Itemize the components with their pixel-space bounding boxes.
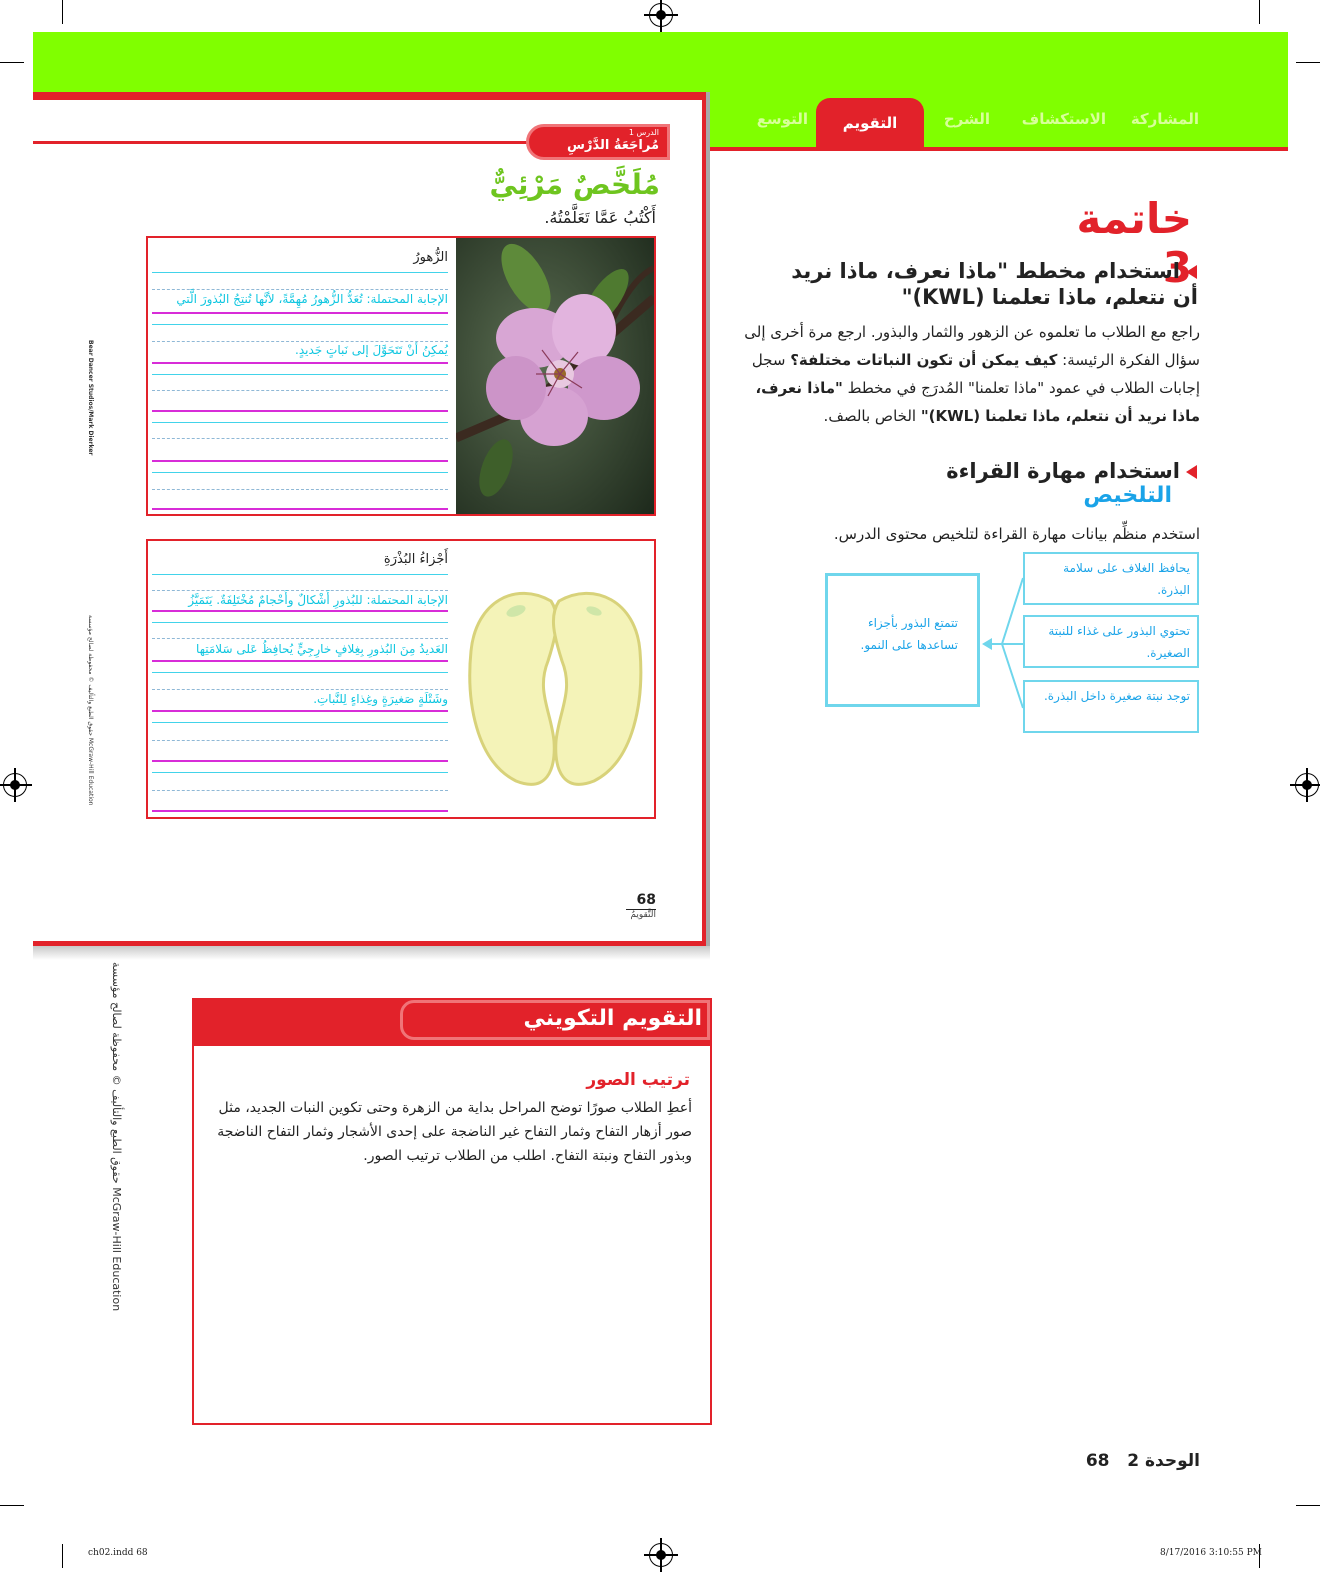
writing-line <box>152 472 448 473</box>
registration-mark <box>3 773 27 797</box>
flowers-answer-line1: الإجابة المحتملة: تُعَدُّ الزُّهورُ مُهِمَّةً، لأنَّها تُنتِجُ البُذورَ الَّتي <box>176 292 448 306</box>
crop-mark <box>1296 62 1320 63</box>
writing-line <box>152 289 448 290</box>
crop-mark <box>0 1505 24 1506</box>
footer-unit: الوحدة 2 <box>1127 1451 1200 1471</box>
writing-line <box>152 374 448 375</box>
formative-text: أعطِ الطلاب صورًا توضح المراحل بداية من الزهرة وحتى تكوين النبات الجديد، مثل صور أزهار التفاح وثمار التفاح غير الناضجة على إحدى الأشجار وثمار التفاح الناضجة وبذور التفاح ونبتة التفاح. اطلب من الطلاب ترتيب الصور. <box>217 1100 692 1164</box>
tab-engage[interactable]: المشاركة <box>1130 110 1199 128</box>
photo-credit: Bear Dancer Studios/Mark Dierker <box>87 340 94 456</box>
tab-explain[interactable]: الشرح <box>943 110 990 128</box>
section-number: 3 <box>1162 243 1192 292</box>
writing-line <box>152 312 448 314</box>
crop-mark <box>0 62 24 63</box>
flower-photo <box>456 238 654 514</box>
writing-line <box>152 740 448 741</box>
lesson-number: الدرس 1 <box>628 128 659 137</box>
seed-illustration <box>456 541 654 817</box>
tab-explore[interactable]: الاستكشاف <box>1021 110 1106 128</box>
section-title-text: خاتمة <box>1076 194 1192 243</box>
crop-mark <box>1296 1505 1320 1506</box>
crop-mark <box>62 1544 63 1568</box>
visual-summary-title: مُلَخَّصٌ مَرْئِيٌّ <box>489 168 660 201</box>
flowers-label: الزُّهورُ <box>413 250 448 265</box>
formative-assessment-box <box>192 998 712 1425</box>
writing-line <box>152 272 448 273</box>
page-footer <box>1080 1451 1200 1471</box>
student-page-shadow <box>33 946 710 960</box>
organizer-instruction: استخدم منظِّم بيانات مهارة القراءة لتلخيص محتوى الدرس. <box>833 525 1200 543</box>
writing-line <box>152 722 448 723</box>
organizer-detail-1: يحافظ الغلاف على سلامة البذرة. <box>1063 561 1190 597</box>
reading-skill-name: التلخيص <box>1083 483 1172 508</box>
crop-mark <box>1259 0 1260 24</box>
registration-mark <box>1295 773 1319 797</box>
writing-line <box>152 638 448 639</box>
writing-line <box>152 810 448 812</box>
writing-line <box>152 508 448 510</box>
bullet-triangle-icon <box>1186 265 1197 279</box>
top-banner <box>33 32 1288 92</box>
kwl-heading-line1: استخدام مخطط "ماذا نعرف، ماذا نريد <box>791 259 1180 283</box>
writing-line <box>152 672 448 673</box>
formative-title: التقويم التكويني <box>523 1006 702 1031</box>
writing-line <box>152 622 448 623</box>
writing-line <box>152 590 448 591</box>
slug-timestamp: 8/17/2016 3:10:55 PM <box>1160 1548 1262 1558</box>
writing-line <box>152 574 448 575</box>
kwl-text-2: سجل إجابات الطلاب في عمود "ماذا تعلمنا" المُدرَج في مخطط <box>751 351 1200 397</box>
header-rule <box>33 141 528 144</box>
organizer-detail-2: تحتوي البذور على غذاء للنبتة الصغيرة. <box>1048 624 1190 660</box>
crop-mark <box>62 0 63 24</box>
bullet-triangle-icon <box>1186 465 1197 479</box>
seed-answer-line1: الإجابة المحتملة: للبُذورِ أَشْكالٌ وأَحْجامٌ مُخْتَلِفَةٌ. يَتَمَيَّزُ <box>188 593 448 607</box>
seed-parts-label: أَجْزاءُ البُذْرَةِ <box>383 552 448 567</box>
reading-skill-heading: استخدام مهارة القراءة <box>946 459 1180 483</box>
writing-line <box>152 610 448 612</box>
kwl-bold-question: كيف يمكن أن تكون النباتات مختلفة؟ <box>790 351 1058 369</box>
footer-page-number: 68 <box>1085 1451 1110 1471</box>
writing-line <box>152 438 448 439</box>
writing-line <box>152 710 448 712</box>
slug-file: ch02.indd 68 <box>88 1548 148 1558</box>
visual-summary-instruction: أَكْتُبُ عَمَّا تَعَلَّمْتُهُ. <box>544 208 656 227</box>
kwl-text-1: راجع مع الطلاب ما تعلموه عن الزهور والثمار والبذور. ارجع مرة أخرى إلى سؤال الفكرة الرئيسة: <box>744 323 1200 369</box>
kwl-bold-chart: "ماذا نعرف، ماذا نريد أن نتعلم، ماذا تعلمنا (KWL)" <box>755 379 1200 425</box>
registration-mark <box>649 3 673 27</box>
writing-line <box>152 489 448 490</box>
registration-mark <box>649 1543 673 1567</box>
organizer-connectors <box>980 560 1026 730</box>
writing-line <box>152 341 448 342</box>
writing-line <box>152 689 448 690</box>
tab-extend[interactable]: التوسع <box>756 110 808 128</box>
student-page-label: التَّقويمُ <box>630 910 656 920</box>
writing-line <box>152 422 448 423</box>
writing-line <box>152 324 448 325</box>
student-page-edge <box>706 92 710 958</box>
seed-answer-line2: العَديدُ مِنَ البُذورِ بِغِلافٍ خارِجِيٍّ يُحافِظُ عَلى سَلامَتِها <box>196 642 448 656</box>
seed-answer-line3: وشَتْلَةٍ صَغيرَةٍ وغِذاءٍ لِلنَّباتِ. <box>313 692 448 706</box>
writing-line <box>152 410 448 412</box>
lesson-review-title: مُراجَعَةُ الدَّرْسِ <box>567 138 659 153</box>
writing-line <box>152 760 448 762</box>
tab-bar-underline <box>705 147 1288 151</box>
student-page-number: 68 <box>636 892 656 908</box>
formative-subtitle: ترتيب الصور <box>586 1070 690 1090</box>
student-copyright: حقوق الطبع والتأليف © محفوظة لصالح مؤسسة McGraw-Hill Education <box>87 615 94 806</box>
kwl-heading-line2: أن نتعلم، ماذا تعلمنا (KWL)" <box>901 285 1198 309</box>
organizer-summary-text: تتمتع البذور بأجزاء تساعدها على النمو. <box>860 616 958 652</box>
writing-line <box>152 660 448 662</box>
kwl-text-3: الخاص بالصف. <box>823 407 921 425</box>
flower-illustration <box>456 238 654 514</box>
kwl-paragraph <box>740 318 1200 430</box>
writing-line <box>152 772 448 773</box>
writing-line <box>152 362 448 364</box>
tab-evaluate-active[interactable] <box>816 98 924 151</box>
seed-photo <box>456 541 654 817</box>
organizer-detail-3: توجد نبتة صغيرة داخل البذرة. <box>1043 689 1190 703</box>
writing-line <box>152 390 448 391</box>
flowers-answer-line2: يُمكِنُ أنْ تَتَحَوَّلَ إلى نَباتٍ جَديدٍ. <box>295 343 448 357</box>
writing-line <box>152 460 448 462</box>
tab-evaluate-label: التقويم <box>842 114 898 132</box>
writing-line <box>152 790 448 791</box>
teacher-copyright: حقوق الطبع والتأليف © محفوظة لصالح مؤسسة McGraw-Hill Education <box>110 962 123 1312</box>
